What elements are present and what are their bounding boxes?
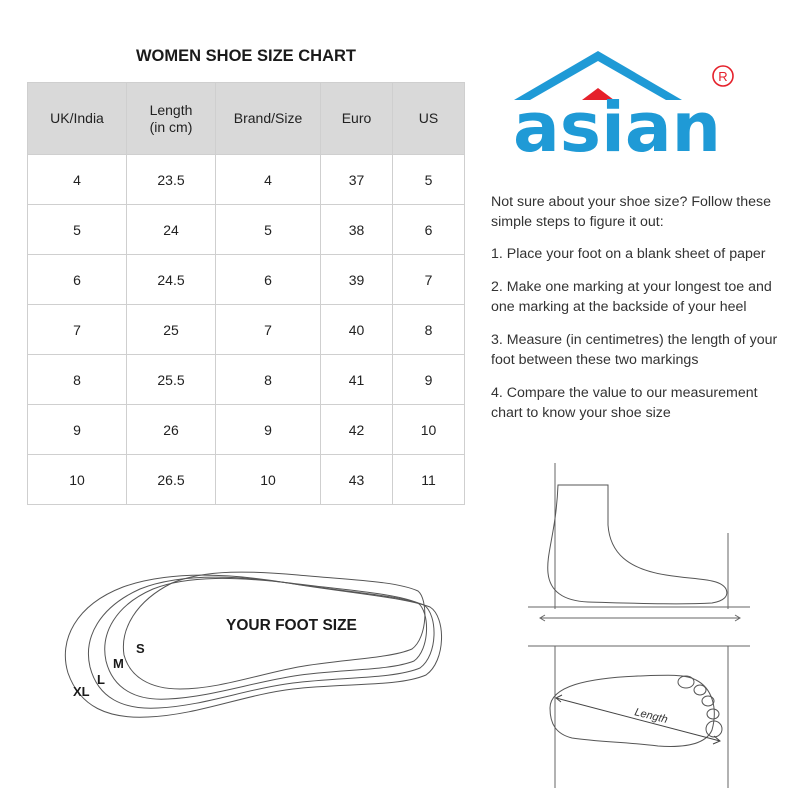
table-row xyxy=(28,155,465,205)
column-header-length-text: Length (in cm) xyxy=(149,101,193,135)
table-row xyxy=(28,205,465,255)
table-cell: 8 xyxy=(393,305,465,355)
column-header-us: US xyxy=(393,83,465,155)
column-header-brand-size: Brand/Size xyxy=(216,83,321,155)
table-row xyxy=(28,355,465,405)
table-header-row xyxy=(28,83,465,155)
instructions-intro: Not sure about your shoe size? Follow these simple steps to figure it out: xyxy=(491,194,771,230)
instruction-step-1: 1. Place your foot on a blank sheet of paper xyxy=(491,246,766,262)
table-cell: 10 xyxy=(28,455,127,505)
column-header-length xyxy=(127,83,216,155)
table-cell: 6 xyxy=(28,255,127,305)
table-body xyxy=(28,155,465,505)
table-cell: 4 xyxy=(216,155,321,205)
table-cell: 8 xyxy=(216,355,321,405)
sole-m-outline xyxy=(105,578,427,699)
column-header-euro: Euro xyxy=(321,83,393,155)
table-cell: 4 xyxy=(28,155,127,205)
column-header-uk-india: UK/India xyxy=(28,83,127,155)
table-cell: 42 xyxy=(321,405,393,455)
table-row xyxy=(28,305,465,355)
table-row xyxy=(28,255,465,305)
instruction-step-4: 4. Compare the value to our measurement chart to know your shoe size xyxy=(491,385,758,421)
table-cell: 25.5 xyxy=(127,355,216,405)
table-cell: 5 xyxy=(393,155,465,205)
table-cell: 38 xyxy=(321,205,393,255)
size-label-l: L xyxy=(97,672,105,687)
top-view-foot-diagram xyxy=(528,638,750,790)
table-cell: 6 xyxy=(393,205,465,255)
table-cell: 6 xyxy=(216,255,321,305)
table-cell: 8 xyxy=(28,355,127,405)
table-cell: 5 xyxy=(216,205,321,255)
table-cell: 26 xyxy=(127,405,216,455)
svg-text:R: R xyxy=(718,69,728,84)
top-foot-icon xyxy=(550,675,714,746)
instruction-step-2: 2. Make one marking at your longest toe and one marking at the backside of your heel xyxy=(491,279,772,315)
instruction-step-3: 3. Measure (in centimetres) the length of your foot between these two markings xyxy=(491,332,778,368)
length-label: Length xyxy=(633,706,669,727)
table-cell: 23.5 xyxy=(127,155,216,205)
chart-title: WOMEN SHOE SIZE CHART xyxy=(135,47,356,65)
table-cell: 25 xyxy=(127,305,216,355)
size-label-m: M xyxy=(113,656,124,671)
table-cell: 9 xyxy=(393,355,465,405)
table-cell: 5 xyxy=(28,205,127,255)
table-row xyxy=(28,455,465,505)
logo-wordmark: asian xyxy=(513,88,721,168)
table-cell: 37 xyxy=(321,155,393,205)
table-cell: 10 xyxy=(393,405,465,455)
size-label-xl: XL xyxy=(73,684,90,699)
size-table xyxy=(27,82,465,505)
foot-size-title: YOUR FOOT SIZE xyxy=(226,617,357,634)
asian-logo xyxy=(510,48,740,168)
table-cell: 11 xyxy=(393,455,465,505)
table-cell: 40 xyxy=(321,305,393,355)
table-cell: 39 xyxy=(321,255,393,305)
table-cell: 10 xyxy=(216,455,321,505)
table-cell: 7 xyxy=(28,305,127,355)
side-foot-icon xyxy=(548,485,727,604)
foot-size-soles-diagram xyxy=(58,565,443,720)
table-cell: 9 xyxy=(216,405,321,455)
side-view-foot-diagram xyxy=(528,463,750,628)
table-cell: 7 xyxy=(393,255,465,305)
table-cell: 26.5 xyxy=(127,455,216,505)
table-cell: 43 xyxy=(321,455,393,505)
table-cell: 24.5 xyxy=(127,255,216,305)
table-row xyxy=(28,405,465,455)
table-cell: 41 xyxy=(321,355,393,405)
table-cell: 9 xyxy=(28,405,127,455)
table-cell: 7 xyxy=(216,305,321,355)
instructions xyxy=(491,192,791,436)
size-label-s: S xyxy=(136,641,145,656)
table-cell: 24 xyxy=(127,205,216,255)
